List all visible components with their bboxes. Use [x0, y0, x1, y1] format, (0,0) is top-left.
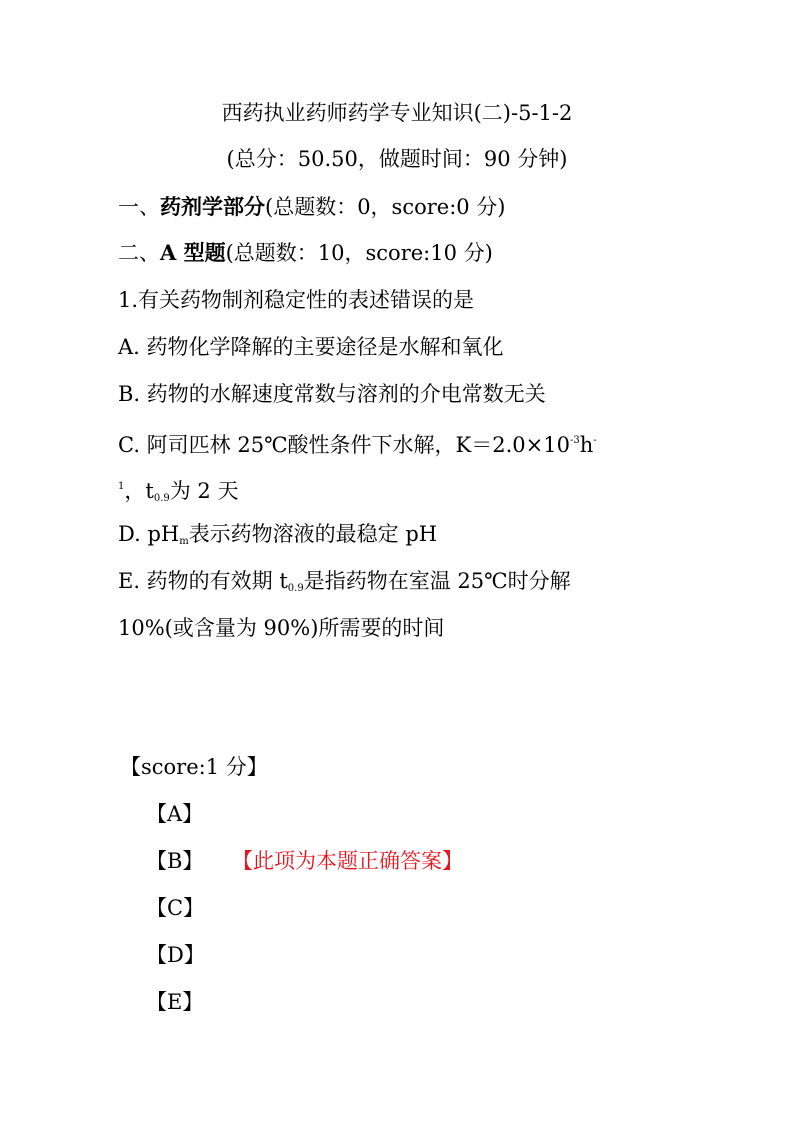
subscript: 0.9: [287, 583, 304, 594]
option-d: [118, 519, 437, 557]
answer-choice-d: 【D】: [146, 943, 205, 967]
option-e-text: 是指药物在室温 25℃时分解: [303, 569, 571, 593]
section-prefix: 二、: [118, 241, 160, 265]
answer-choice-b: 【B】: [146, 849, 204, 873]
document-title: 西药执业药师药学专业知识(二)-5-1-2: [221, 101, 573, 125]
section-prefix: 一、: [118, 195, 160, 219]
option-c-text: 为 2 天: [169, 479, 239, 503]
subscript: 0.9: [153, 493, 170, 504]
document-subtitle: (总分：50.50，做题时间：90 分钟): [226, 147, 568, 171]
option-a: A. 药物化学降解的主要途径是水解和氧化: [118, 335, 504, 359]
answer-choice-a: 【A】: [146, 802, 204, 826]
exponent: 1: [118, 481, 125, 492]
question-stem: 1.有关药物制剂稳定性的表述错误的是: [118, 288, 475, 312]
option-d-text: 表示药物溶液的最稳定 pH: [188, 522, 438, 546]
section-name: 药剂学部分: [160, 194, 265, 219]
section-heading-1: [118, 192, 506, 222]
option-c-text: ，t: [124, 479, 154, 503]
subscript: m: [179, 536, 189, 547]
option-b: B. 药物的水解速度常数与溶剂的介电常数无关: [118, 382, 546, 406]
exponent: -3: [569, 435, 580, 446]
unit: h: [579, 433, 594, 457]
answer-choice-c: 【C】: [146, 896, 205, 920]
section-heading-2: [118, 238, 493, 268]
section-info: (总题数：10，score:10 分): [225, 241, 493, 265]
section-info: (总题数：0，score:0 分): [265, 195, 506, 219]
option-c-line-2: [118, 472, 238, 514]
section-name: A 型题: [160, 240, 226, 265]
option-c-text: C. 阿司匹林 25℃酸性条件下水解，K＝2.0×10: [118, 433, 570, 457]
option-c-line-1: [118, 426, 597, 460]
option-e-line-2: 10%(或含量为 90%)所需要的时间: [118, 616, 445, 640]
answer-choice-e: 【E】: [146, 990, 204, 1014]
answer-score: 【score:1 分】: [120, 755, 268, 779]
correct-answer-note: 【此项为本题正确答案】: [232, 849, 463, 873]
exponent: -: [593, 435, 597, 446]
option-e-text: E. 药物的有效期 t: [118, 569, 288, 593]
option-d-text: D. pH: [118, 522, 180, 546]
option-e-line-1: [118, 566, 571, 604]
